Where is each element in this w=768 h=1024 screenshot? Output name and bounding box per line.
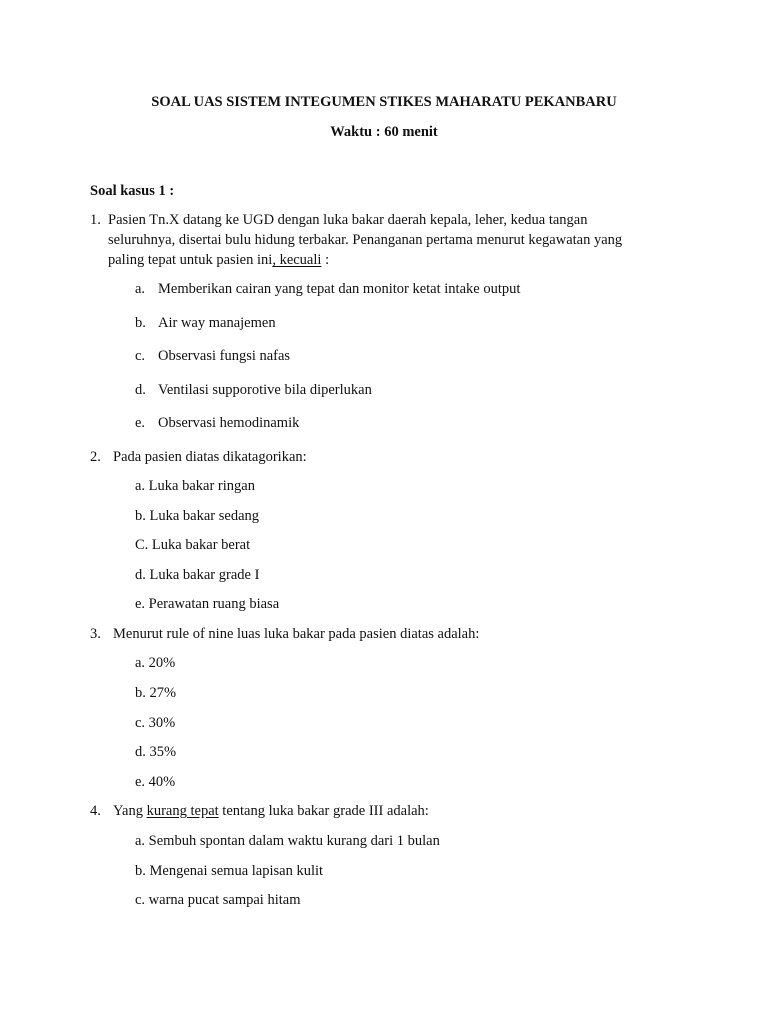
question-1-number: 1.	[90, 212, 101, 228]
q1-option-b-text: Air way manajemen	[158, 315, 276, 331]
q4-option-a: a. Sembuh spontan dalam waktu kurang dari 1 bulan	[135, 833, 440, 849]
section-heading: Soal kasus 1 :	[90, 183, 175, 199]
question-1-line-3-text: paling tepat untuk pasien ini	[108, 252, 273, 268]
q1-option-d-letter: d.	[135, 382, 146, 398]
q3-option-b: b. 27%	[135, 685, 177, 701]
q1-option-b-letter: b.	[135, 315, 146, 331]
q2-option-d: d. Luka bakar grade I	[135, 567, 260, 583]
question-4-emphasis: kurang tepat	[146, 803, 219, 819]
q1-option-a-letter: a.	[135, 281, 146, 297]
question-4-text-start: Yang	[113, 803, 147, 819]
q3-option-a: a. 20%	[135, 655, 176, 671]
q3-option-e: e. 40%	[135, 774, 176, 790]
q4-option-b: b. Mengenai semua lapisan kulit	[135, 863, 324, 879]
question-4-text	[113, 803, 429, 820]
question-3-text: Menurut rule of nine luas luka bakar pada pasien diatas adalah:	[113, 626, 480, 642]
question-4-text-end: tentang luka bakar grade III adalah:	[218, 803, 429, 819]
q3-option-d: d. 35%	[135, 744, 177, 760]
question-1-line-3-end: :	[321, 252, 330, 268]
exam-duration: Waktu : 60 menit	[330, 124, 438, 140]
question-4-number: 4.	[90, 803, 101, 819]
q1-option-c-letter: c.	[135, 348, 146, 364]
q2-option-e: e. Perawatan ruang biasa	[135, 596, 280, 612]
q3-option-c: c. 30%	[135, 715, 176, 731]
question-2-text: Pada pasien diatas dikatagorikan:	[113, 449, 307, 465]
q2-option-a: a. Luka bakar ringan	[135, 478, 255, 494]
q1-option-e-letter: e.	[135, 415, 146, 431]
question-3-number: 3.	[90, 626, 101, 642]
question-1-emphasis: , kecuali	[272, 252, 322, 268]
question-2-number: 2.	[90, 449, 101, 465]
document-title: SOAL UAS SISTEM INTEGUMEN STIKES MAHARATU PEKANBARU	[151, 94, 617, 110]
q1-option-a-text: Memberikan cairan yang tepat dan monitor ketat intake output	[158, 281, 521, 297]
question-1-line-3	[108, 252, 329, 269]
question-1-line-1: Pasien Tn.X datang ke UGD dengan luka bakar daerah kepala, leher, kedua tangan	[108, 212, 588, 228]
question-1-line-2: seluruhnya, disertai bulu hidung terbakar. Penanganan pertama menurut kegawatan yang	[108, 232, 623, 248]
q2-option-b: b. Luka bakar sedang	[135, 508, 260, 524]
q1-option-d-text: Ventilasi supporotive bila diperlukan	[158, 382, 372, 398]
q2-option-c: C. Luka bakar berat	[135, 537, 251, 553]
q4-option-c: c. warna pucat sampai hitam	[135, 892, 301, 908]
q1-option-c-text: Observasi fungsi nafas	[158, 348, 291, 364]
q1-option-e-text: Observasi hemodinamik	[158, 415, 300, 431]
